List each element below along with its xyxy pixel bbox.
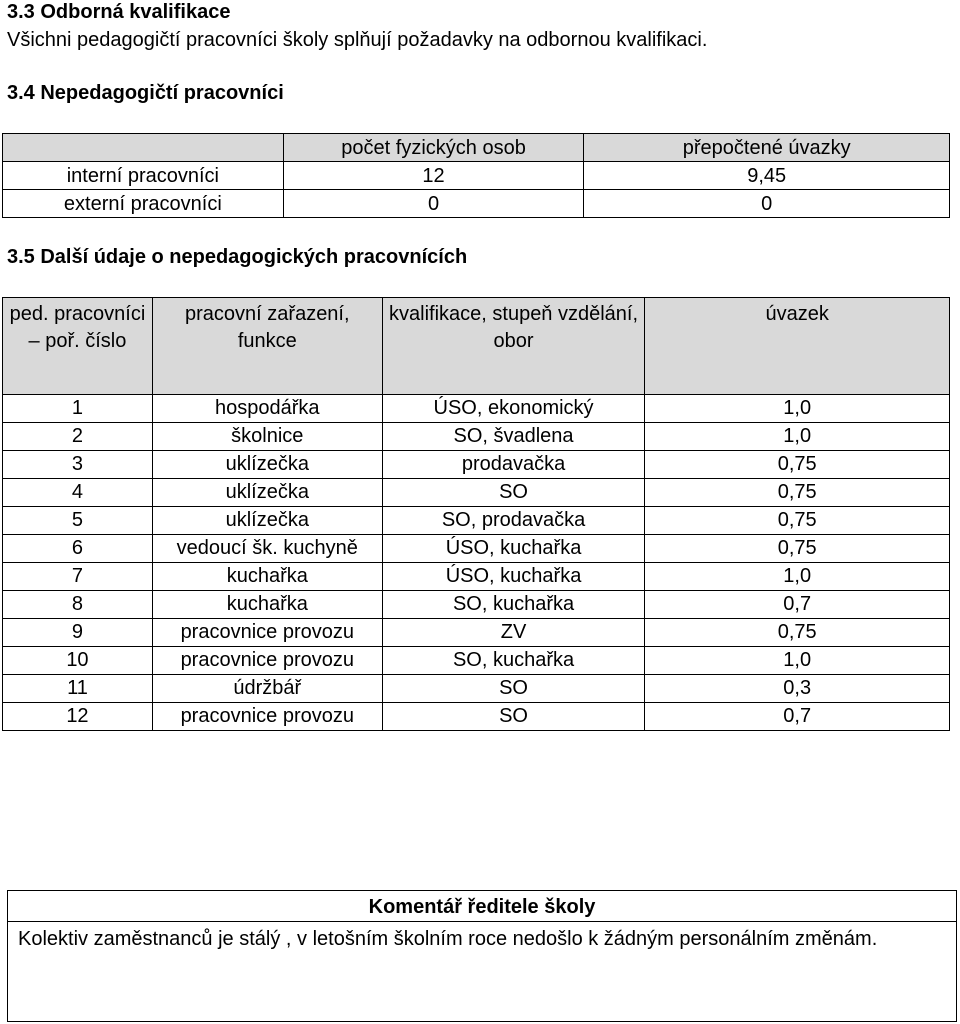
table-cell: kuchařka bbox=[152, 591, 382, 619]
table-row bbox=[3, 479, 950, 507]
table-cell: pracovnice provozu bbox=[152, 703, 382, 731]
header-cell: pracovní zařazení, funkce bbox=[152, 298, 382, 395]
table-cell: 10 bbox=[3, 647, 153, 675]
table-cell: 4 bbox=[3, 479, 153, 507]
table-cell: SO bbox=[382, 675, 645, 703]
table-cell: 7 bbox=[3, 563, 153, 591]
table-header-row bbox=[3, 134, 950, 162]
non-teaching-staff-details-table bbox=[2, 297, 950, 731]
table-row bbox=[3, 451, 950, 479]
table-cell: SO bbox=[382, 479, 645, 507]
table-cell: 1,0 bbox=[645, 563, 950, 591]
table-row bbox=[3, 190, 950, 218]
table-cell: SO, kuchařka bbox=[382, 591, 645, 619]
table-header-row bbox=[3, 298, 950, 395]
table-row bbox=[3, 591, 950, 619]
table-cell: 0,7 bbox=[645, 591, 950, 619]
table-cell: ÚSO, kuchařka bbox=[382, 563, 645, 591]
table-cell: 2 bbox=[3, 423, 153, 451]
table-cell: prodavačka bbox=[382, 451, 645, 479]
table-cell: 1,0 bbox=[645, 423, 950, 451]
table-row bbox=[3, 619, 950, 647]
table-cell: uklízečka bbox=[152, 479, 382, 507]
table-row bbox=[3, 423, 950, 451]
table-cell: 0,75 bbox=[645, 451, 950, 479]
table-cell: 1 bbox=[3, 395, 153, 423]
comment-title: Komentář ředitele školy bbox=[8, 891, 956, 922]
table-cell: 0,75 bbox=[645, 507, 950, 535]
table-row bbox=[3, 675, 950, 703]
table-cell: uklízečka bbox=[152, 451, 382, 479]
section-3-5-title: 3.5 Další údaje o nepedagogických pracovnících bbox=[7, 246, 468, 268]
table-cell: vedoucí šk. kuchyně bbox=[152, 535, 382, 563]
table-cell: 9,45 bbox=[584, 162, 950, 190]
table-cell: 12 bbox=[3, 703, 153, 731]
table-cell: 0,75 bbox=[645, 619, 950, 647]
section-3-4-title: 3.4 Nepedagogičtí pracovníci bbox=[7, 82, 284, 104]
table-cell: externí pracovníci bbox=[3, 190, 284, 218]
table-row bbox=[3, 162, 950, 190]
table-cell: SO, kuchařka bbox=[382, 647, 645, 675]
principal-comment-box bbox=[7, 890, 957, 1022]
header-cell bbox=[3, 134, 284, 162]
section-3-3-text: Všichni pedagogičtí pracovníci školy splňují požadavky na odbornou kvalifikaci. bbox=[7, 29, 708, 51]
non-teaching-staff-table bbox=[2, 133, 950, 218]
table-cell: 0,75 bbox=[645, 535, 950, 563]
table-cell: pracovnice provozu bbox=[152, 647, 382, 675]
table-cell: SO, švadlena bbox=[382, 423, 645, 451]
table-cell: ZV bbox=[382, 619, 645, 647]
table-cell: interní pracovníci bbox=[3, 162, 284, 190]
section-3-3-title: 3.3 Odborná kvalifikace bbox=[7, 1, 231, 23]
table-cell: 0,3 bbox=[645, 675, 950, 703]
table-cell: 6 bbox=[3, 535, 153, 563]
table-cell: 0,75 bbox=[645, 479, 950, 507]
table-cell: pracovnice provozu bbox=[152, 619, 382, 647]
table-cell: ÚSO, kuchařka bbox=[382, 535, 645, 563]
table-row bbox=[3, 507, 950, 535]
table-cell: kuchařka bbox=[152, 563, 382, 591]
table-cell: ÚSO, ekonomický bbox=[382, 395, 645, 423]
table-cell: 12 bbox=[283, 162, 584, 190]
table-cell: 0,7 bbox=[645, 703, 950, 731]
table-cell: 8 bbox=[3, 591, 153, 619]
table-row bbox=[3, 395, 950, 423]
table-row bbox=[3, 563, 950, 591]
table-row bbox=[3, 703, 950, 731]
table-cell: 3 bbox=[3, 451, 153, 479]
table-cell: uklízečka bbox=[152, 507, 382, 535]
table-cell: SO bbox=[382, 703, 645, 731]
table-row bbox=[3, 647, 950, 675]
table-cell: 1,0 bbox=[645, 395, 950, 423]
header-cell: úvazek bbox=[645, 298, 950, 395]
table-cell: 5 bbox=[3, 507, 153, 535]
table-cell: 0 bbox=[584, 190, 950, 218]
table-cell: hospodářka bbox=[152, 395, 382, 423]
table-cell: 9 bbox=[3, 619, 153, 647]
header-cell: kvalifikace, stupeň vzdělání, obor bbox=[382, 298, 645, 395]
table-cell: 11 bbox=[3, 675, 153, 703]
table-cell: SO, prodavačka bbox=[382, 507, 645, 535]
table-cell: 1,0 bbox=[645, 647, 950, 675]
header-cell: počet fyzických osob bbox=[283, 134, 584, 162]
table-cell: 0 bbox=[283, 190, 584, 218]
comment-text: Kolektiv zaměstnanců je stálý , v letošním školním roce nedošlo k žádným personálním změnám. bbox=[18, 928, 878, 950]
table-cell: údržbář bbox=[152, 675, 382, 703]
header-cell: ped. pracovníci – poř. číslo bbox=[3, 298, 153, 395]
table-row bbox=[3, 535, 950, 563]
header-cell: přepočtené úvazky bbox=[584, 134, 950, 162]
table-cell: školnice bbox=[152, 423, 382, 451]
